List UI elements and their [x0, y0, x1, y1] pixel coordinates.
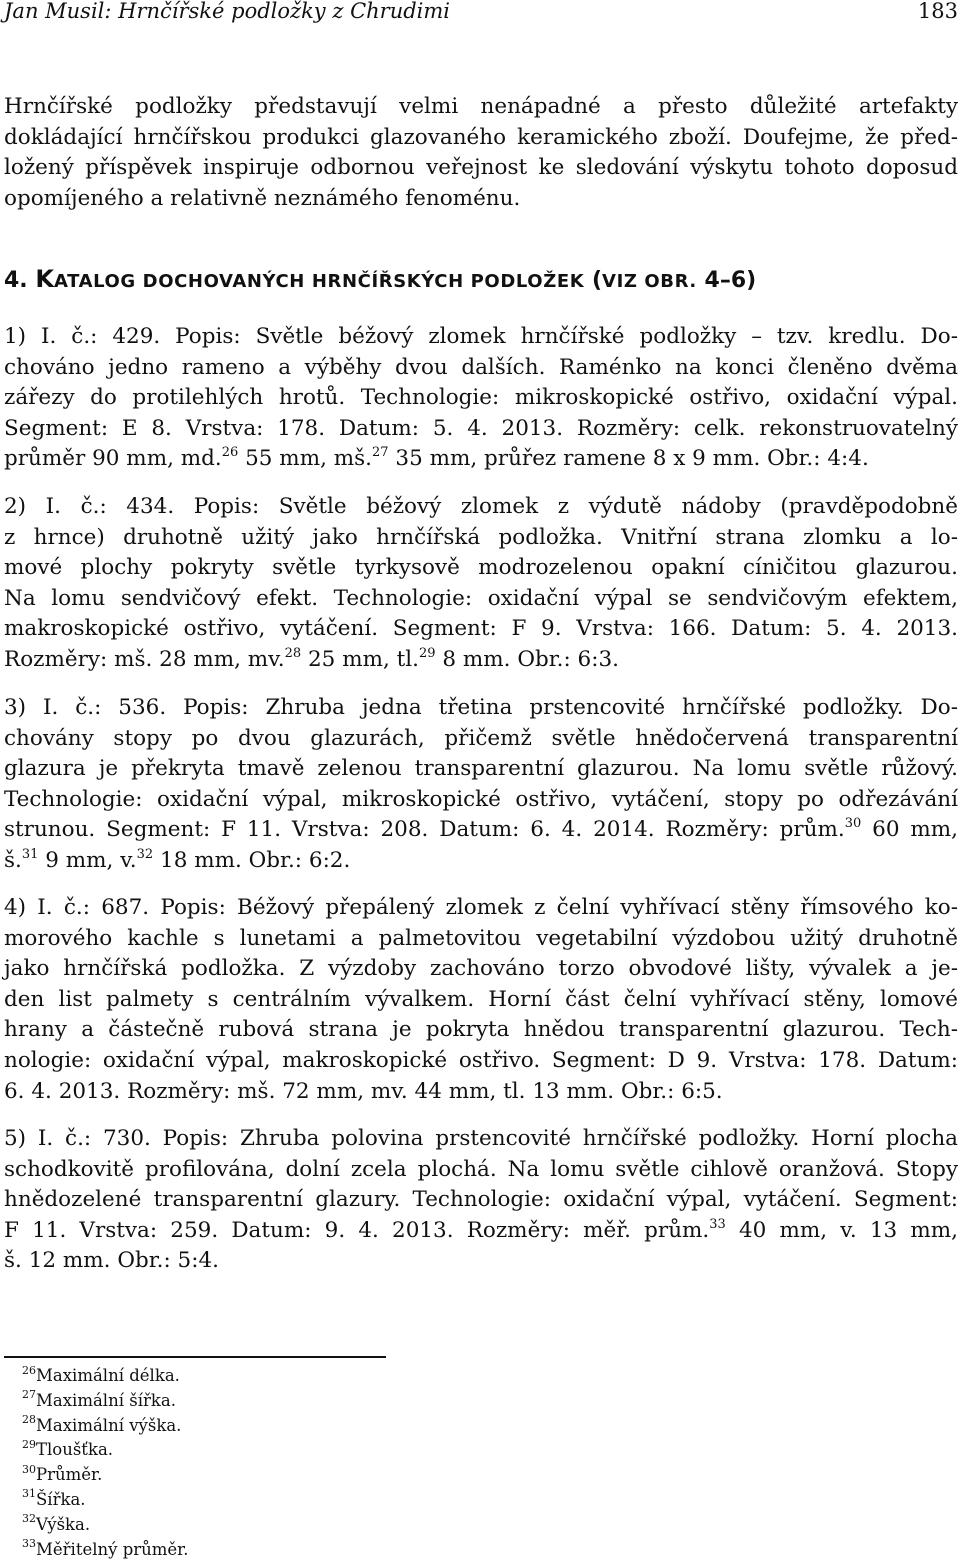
footnote	[22, 1438, 189, 1463]
footnote-ref[interactable]: 30	[844, 816, 862, 832]
text-line: zářezy do protilehlých hrotů. Technologie: mikroskopické ostřivo, oxidační výpal.	[4, 385, 958, 411]
text-line: Technologie: oxidační výpal, mikroskopické ostřivo, vytáčení, stopy po odřezávání	[4, 786, 958, 812]
text-line: makroskopické ostřivo, vytáčení. Segment: F 9. Vrstva: 166. Datum: 5. 4. 2013.	[4, 616, 958, 642]
text-line: hnědozelené transparentní glazury. Technologie: oxidační výpal, vytáčení. Segment:	[4, 1187, 958, 1213]
catalog-entry-3	[4, 693, 958, 877]
text-span: F 11. Vrstva: 259. Datum: 9. 4. 2013. Rozměry: měř. prům.	[4, 1217, 710, 1243]
footnote-divider	[4, 1356, 386, 1358]
footnote-ref[interactable]: 27	[372, 445, 389, 461]
text-span: průměr 90 mm, md.	[4, 446, 222, 472]
text-line: glazura je překryta tmavě zelenou transparentní glazurou. Na lomu světle růžový.	[4, 756, 958, 782]
text-line: morového kachle s lunetami a palmetovitou vegetabilní výzdobou užitý druhotně	[4, 925, 958, 951]
text-line: Na lomu sendvičový efekt. Technologie: oxidační výpal se sendvičovým efektem,	[4, 585, 958, 611]
text-line: ložený příspěvek inspiruje odbornou veřejnost ke sledování výskytu tohoto doposud	[4, 155, 958, 181]
catalog-entry-5	[4, 1124, 958, 1277]
footnote-text: Maximální délka.	[36, 1366, 180, 1385]
text-line: opomíjeného a relativně neznámého fenoménu.	[4, 185, 521, 211]
text-span: š.	[4, 847, 22, 873]
footnote	[22, 1364, 189, 1389]
text-line: Hrnčířské podložky představují velmi nenápadné a přesto důležité artefakty	[4, 94, 958, 119]
text-line: hrany a částečně rubová strana je pokryta hnědou transparentní glazurou. Tech-	[4, 1017, 958, 1043]
footnote-number: 32	[22, 1512, 36, 1526]
text-span: 9 mm, v.	[38, 847, 137, 873]
footnote-text: Maximální šířka.	[36, 1390, 176, 1410]
text-line: š. 12 mm. Obr.: 5:4.	[4, 1248, 219, 1274]
heading-initial: K	[35, 265, 54, 293]
text-span: 18 mm. Obr.: 6:2.	[153, 847, 351, 873]
heading-title: ATALOG DOCHOVANÝCH HRNČÍŘSKÝCH PODLOŽEK	[53, 271, 585, 292]
text-line	[4, 846, 958, 877]
footnote-number: 30	[22, 1462, 36, 1476]
footnote-number: 28	[22, 1413, 36, 1427]
footnote	[22, 1513, 189, 1538]
footnote-text: Tloušťka.	[36, 1440, 114, 1460]
footnote	[22, 1414, 189, 1439]
footnote-number: 31	[22, 1487, 36, 1501]
catalog-entry-4	[4, 893, 958, 1107]
footnote-ref[interactable]: 29	[419, 645, 436, 661]
footnote-text: Maximální výška.	[36, 1415, 182, 1435]
footnote	[22, 1488, 189, 1513]
text-span: Rozměry: mš. 28 mm, mv.	[4, 646, 285, 672]
footnotes	[22, 1364, 189, 1562]
footnote-ref[interactable]: 32	[136, 846, 154, 862]
catalog-entry-1	[4, 322, 958, 475]
footnote-number: 27	[22, 1388, 36, 1402]
heading-range: 4–6)	[704, 268, 757, 293]
text-line: chovány stopy po dvou glazurách, přičemž světle hnědočervená transparentní	[4, 725, 958, 751]
text-line: chováno jedno rameno a výběhy dvou dalších. Raménko na konci členěno dvěma	[4, 354, 958, 380]
footnote-text: Výška.	[36, 1514, 91, 1534]
text-line: 3) I. č.: 536. Popis: Zhruba jedna třetina prstencovité hrnčířské podložky. Do-	[4, 695, 958, 720]
footnote	[22, 1463, 189, 1488]
text-line: jako hrnčířská podložka. Z výzdoby zachováno torzo obvodové lišty, vývalek a je-	[4, 956, 958, 982]
footnote	[22, 1538, 189, 1563]
page-number: 183	[917, 0, 958, 23]
text-line: mové plochy pokryty světle tyrkysově modrozelenou opakní cíničitou glazurou.	[4, 555, 958, 581]
text-span: 40 mm, v. 13 mm,	[725, 1217, 958, 1243]
text-line: z hrnce) druhotně užitý jako hrnčířská podložka. Vnitřní strana zlomku a lo-	[4, 524, 958, 550]
text-line: schodkovitě profilována, dolní zcela plochá. Na lomu světle cihlově oranžová. Stopy	[4, 1156, 958, 1182]
text-line	[4, 645, 958, 676]
catalog-entry-2	[4, 492, 958, 676]
text-line: 1) I. č.: 429. Popis: Světle béžový zlomek hrnčířské podložky – tzv. kredlu. Do-	[4, 324, 958, 349]
text-span: strunou. Segment: F 11. Vrstva: 208. Datum: 6. 4. 2014. Rozměry: prům.	[4, 817, 845, 843]
text-line: 6. 4. 2013. Rozměry: mš. 72 mm, mv. 44 mm, tl. 13 mm. Obr.: 6:5.	[4, 1078, 723, 1104]
footnote-ref[interactable]: 28	[284, 645, 302, 661]
text-span: 35 mm, průřez ramene 8 x 9 mm. Obr.: 4:4.	[388, 446, 869, 472]
text-line	[4, 444, 958, 475]
text-line	[4, 815, 958, 846]
text-line	[4, 1216, 958, 1247]
text-line: dokládající hrnčířskou produkci glazovaného keramického zboží. Doufejme, že před-	[4, 124, 958, 150]
text-line: 5) I. č.: 730. Popis: Zhruba polovina prstencovité hrnčířské podložky. Horní plocha	[4, 1126, 958, 1151]
running-head	[4, 0, 958, 30]
section-heading	[4, 262, 756, 298]
text-span: 25 mm, tl.	[301, 646, 419, 672]
footnote-ref[interactable]: 26	[221, 445, 239, 461]
footnote-text: Měřitelný průměr.	[36, 1539, 189, 1559]
footnote-ref[interactable]: 31	[21, 846, 39, 862]
footnote	[22, 1389, 189, 1414]
footnote-number: 29	[22, 1437, 36, 1451]
intro-paragraph	[4, 92, 958, 214]
footnote-ref[interactable]: 33	[709, 1216, 726, 1232]
footnote-text: Průměr.	[36, 1465, 103, 1485]
text-line: Segment: E 8. Vrstva: 178. Datum: 5. 4. 2013. Rozměry: celk. rekonstruovatelný	[4, 415, 958, 441]
footnote-number: 26	[22, 1363, 36, 1377]
heading-viz: VIZ OBR.	[602, 271, 697, 292]
text-line: den list palmety s centrálním vývalkem. Horní část čelní vyhřívací stěny, lomové	[4, 986, 958, 1012]
heading-number: 4.	[4, 268, 28, 293]
text-line: 4) I. č.: 687. Popis: Béžový přepálený zlomek z čelní vyhřívací stěny římsového ko-	[4, 895, 958, 920]
text-span: 8 mm. Obr.: 6:3.	[435, 646, 619, 672]
text-line: 2) I. č.: 434. Popis: Světle béžový zlomek z výdutě nádoby (pravděpodobně	[4, 494, 958, 519]
text-span: 60 mm,	[861, 817, 958, 843]
text-span: 55 mm, mš.	[238, 446, 373, 472]
text-line: nologie: oxidační výpal, makroskopické ostřivo. Segment: D 9. Vrstva: 178. Datum:	[4, 1047, 958, 1073]
footnote-number: 33	[22, 1537, 36, 1551]
running-head-title: Jan Musil: Hrnčířské podložky z Chrudimi	[4, 0, 451, 23]
heading-paren: (	[591, 268, 603, 293]
footnote-text: Šířka.	[36, 1489, 86, 1509]
